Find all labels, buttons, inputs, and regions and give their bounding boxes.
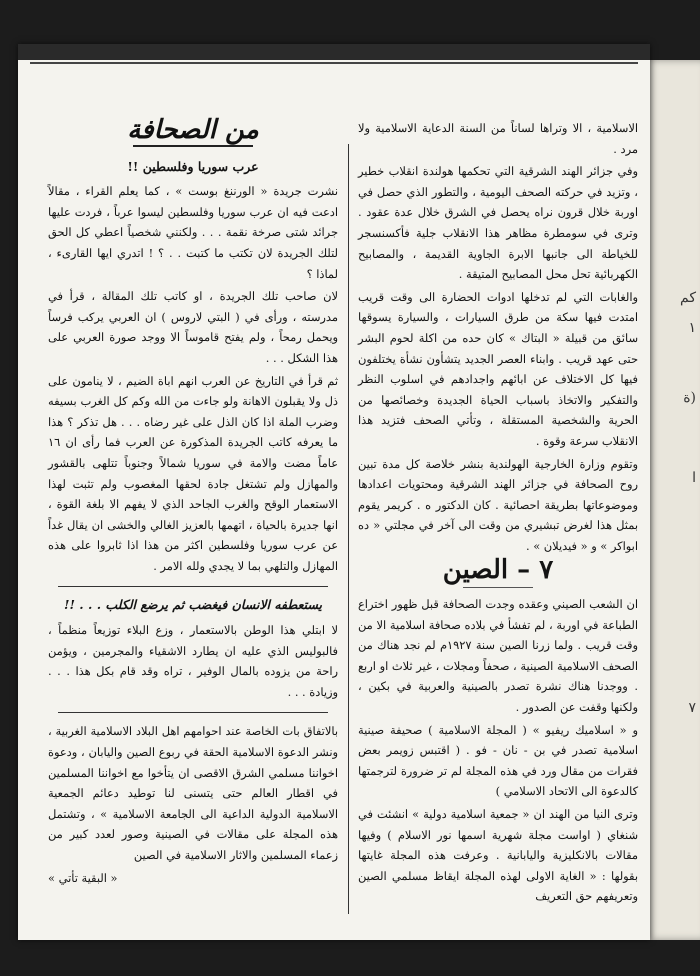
article-paragraph: نشرت جريدة « الورننغ بوست » ، كما يعلم القراء ، مقالاً ادعت فيه ان عرب سوريا وفلسطين ليسوا عرباً ، فردت عليها جرائد شتى صرخة نقمة . . . ولكنني شخصياً اعطي كل الحق لتلك الجريدة لان تكتب ما كتبت . . ؟ ! اتدري ايها القارىء ، لماذا ؟	[48, 184, 338, 281]
column-divider	[348, 144, 349, 914]
article-paragraph: ان الشعب الصيني وعقده وجدت الصحافة قبل ظهور اختراع الطباعة في اوربة ، لم تفشأ في بلاده صحافة اسلامية الا من وقت قريب . ولما زرنا الصين سنة ١٩٢٧م لم نجد هناك من الصحف الاسلامية الصينية ، صحفاً ومجلات ، غير ثلاث او اربع . ووجدنا هناك نشرة تصدر بالصينية والعربية في بكين ، ولكنها وقفت عن الصدور .	[358, 597, 638, 715]
section-separator	[58, 586, 328, 587]
top-border	[18, 44, 650, 60]
edge-mark: كم	[680, 290, 696, 306]
adjacent-page-edge	[645, 60, 700, 940]
article-paragraph: والغابات التي لم تدخلها ادوات الحضارة الى وقت قريب امتدت فيها سكة من طرق السيارات ، والسيارة يسوقها سائق من قبيلة « البتاك » كان حده من اكلة لحوم البشر حتى عهد قريب . وابناء العصر الجديد يتشأون نشأة يختلفون فيها كل الاختلاف عن ابائهم واجدادهم في اسلوب النظر والتفكير والاتخاذ باسباب الحياة الجديدة وخصائصها من الحرية والشخصية المستقلة ، وتأتي الصحف فتزيد هذا الانقلاب سرعة وقوة .	[358, 289, 638, 448]
top-rule	[30, 62, 638, 64]
section-separator	[58, 712, 328, 713]
article-headline: عرب سوريا وفلسطين !!	[127, 158, 259, 174]
edge-mark: ة)	[683, 390, 696, 406]
article-paragraph: الاسلامية ، الا وتراها لساناً من السنة الدعاية الاسلامية ولا مرد .	[358, 121, 638, 156]
article-paragraph: ثم قرأ في التاريخ عن العرب انهم اباة الضيم ، لا ينامون على ذل ولا يقبلون الاهانة ولو جاءت من الله وكم كل الغرب بسيفه وضرب الملة اذا كان الذل على غير رضاه . . . هل تذكر ؟ هذا ما يعرفه كاتب الجريدة المذكورة عن العرب فما رأى ان ١٦ عاماً مضت والامة في سوريا شمالاً وجنوباً تتلهى بالقشور والمهازل ولم تشتغل جادة لحقها المغصوب ولم تثبت لهذا الاستعمار الوقح والغرب الجاحد الذي لا يفهم الا بلغة القوة ، انها جديرة بالحياة ، اتهمها بالعزيز الغالي والخشى ان يقال غداً عن عرب سوريا وفلسطين اكثر من هذا اذا ثابروا على هذه المهازل والتلهي بما لا يجدي ولله الامر .	[48, 373, 338, 573]
continued-note: « البقية تأتي »	[48, 870, 118, 885]
article-paragraph: و « اسلاميك ريفيو » ( المجلة الاسلامية ) صحيفة صينية اسلامية تصدر في بن - نان - فو . ( اقتبس زويمر بعض فقرات من مقال ورد في هذه المجلة لم تر ضرورة لترجمتها كالدعوة الى الاتحاد الاسلامي )	[358, 722, 638, 799]
right-column	[358, 118, 638, 909]
section-logo: من الصحافة	[127, 115, 259, 145]
edge-mark: ٧	[688, 700, 696, 716]
left-column	[48, 112, 338, 888]
article-headline-2: يستعطفه الانسان فيغضب ثم يرضع الكلب . . . !!	[63, 597, 323, 613]
article-paragraph: وتقوم وزارة الخارجية الهولندية بنشر خلاصة كل مدة تبين روح الصحافة في جزائر الهند الشرقية ومحتويات اعدادها وموضوعاتها بطريقة احصائية . كان الدكتور ه . كريمر يقوم بمثل هذا لغرض تبشيري من وقت الى آخر في مجلتي « ده ابواكر » و « فيديلان » .	[358, 456, 638, 553]
edge-mark: ١	[688, 320, 696, 336]
article-paragraph: وفي جزائر الهند الشرقية التي تحكمها هولندة انقلاب خطير ، وتزيد في حركته الصحف اليومية ، والتطور الذي حصل في اوربة خلال قرون نراه يحصل في الشرق خلال عدة عقود . وترى في سومطرة مظاهر هذا الانقلاب جلية فأكسنسجر للخياطة الى جانبها الابرة الجاوية القديمة ، والمصابيح الكهربائية تحل محل المصابيح المتيقة .	[358, 164, 638, 282]
title-underline	[463, 587, 533, 588]
article-paragraph: لا ابتلي هذا الوطن بالاستعمار ، وزع البلاء توزيعاً منظماً ، فالبوليس الذي عليه ان يطارد الاشقياء والمجرمين ، ويؤمن راحة من يزوده بالمال الوفير ، تراه وقد قام بكل هذا . . . وزيادة . . .	[48, 623, 338, 699]
scanned-page	[18, 44, 650, 940]
section-title: ٧ – الصين	[442, 555, 554, 586]
article-paragraph: وترى النيا من الهند ان « جمعية اسلامية دولية » انشئت في شنغاي ( اواست مجلة شهرية اسمها نور الاسلام ) وفيها مقالات بالانكليزية واليابانية . وعرفت هذه المجلة غايتها بقولها : « الغاية الاولى لهذه المجلة ايقاظ مسلمي الصين وتعريفهم حق التعريف	[358, 807, 638, 904]
article-paragraph: لان صاحب تلك الجريدة ، او كاتب تلك المقالة ، قرأ في مدرسته ، ورأى في ( البتي لاروس ) ان العربي يركب فرساً ويحمل رمحاً ، ولم يفتح قاموساً الا ووجد صورة العربي على هذا الشكل . . .	[48, 289, 338, 365]
article-paragraph: بالاتفاق بات الخاصة عند احوامهم اهل البلاد الاسلامية الغربية ، ونشر الدعوة الاسلامية الحقة في ربوع الصين واليابان ، ودعوة اخواننا مسلمي الشرق الاقصى ان يتأخوا مع اخواننا المسلمين في اقطار العالم حتى يتسنى لنا توطيد دعائم الجمعية الاسلامية الدولية الداعية الى الجامعة الاسلامية » ، وتشتمل هذه المجلة على مقالات في الصينية وصور لعدد كبير من زعماء المسلمين والاثار الاسلامية في الصين	[48, 724, 338, 862]
edge-mark: ا	[692, 470, 696, 486]
